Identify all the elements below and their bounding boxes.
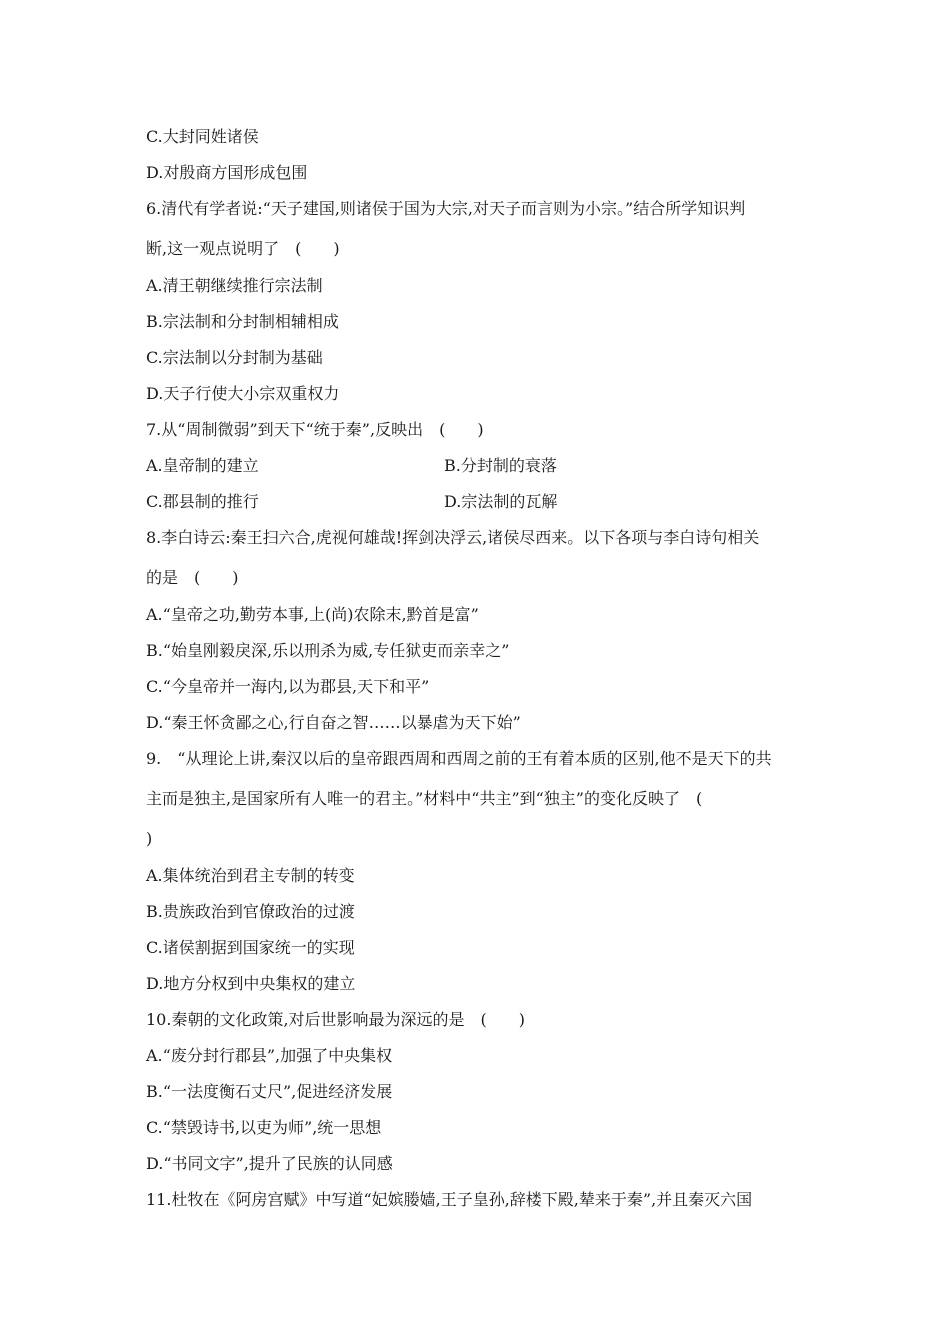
question-9-line-3: ) <box>146 829 153 848</box>
question-8-line-1: 8.李白诗云:秦王扫六合,虎视何雄哉!挥剑决浮云,诸侯尽西来。以下各项与李白诗句相关 <box>146 528 760 547</box>
option-6b: B.宗法制和分封制相辅相成 <box>146 312 339 331</box>
option-8b: B.“始皇刚毅戾深,乐以刑杀为威,专任狱吏而亲幸之” <box>146 641 510 660</box>
question-10: 10.秦朝的文化政策,对后世影响最为深远的是 ( ) <box>146 1010 526 1029</box>
question-8-line-2: 的是 ( ) <box>146 568 239 587</box>
option-10a: A.“废分封行郡县”,加强了中央集权 <box>146 1046 393 1065</box>
question-11-line-1: 11.杜牧在《阿房宫赋》中写道“妃嫔媵嫱,王子皇孙,辞楼下殿,辇来于秦”,并且秦灭六国 <box>146 1190 753 1209</box>
question-6-line-2: 断,这一观点说明了 ( ) <box>146 239 340 258</box>
question-9-line-1: 9. “从理论上讲,秦汉以后的皇帝跟西周和西周之前的王有着本质的区别,他不是天下的共 <box>146 749 772 768</box>
option-8d: D.“秦王怀贪鄙之心,行自奋之智……以暴虐为天下始” <box>146 713 521 732</box>
option-7d: D.宗法制的瓦解 <box>444 492 558 511</box>
option-8a: A.“皇帝之功,勤劳本事,上(尚)农除末,黔首是富” <box>146 605 479 624</box>
option-5c: C.大封同姓诸侯 <box>146 127 259 146</box>
option-9b: B.贵族政治到官僚政治的过渡 <box>146 902 355 921</box>
option-9a: A.集体统治到君主专制的转变 <box>146 866 355 885</box>
question-6-line-1: 6.清代有学者说:“天子建国,则诸侯于国为大宗,对天子而言则为小宗。”结合所学知识判 <box>146 199 746 218</box>
option-5d: D.对殷商方国形成包围 <box>146 163 308 182</box>
option-6d: D.天子行使大小宗双重权力 <box>146 384 340 403</box>
option-6a: A.清王朝继续推行宗法制 <box>146 276 323 295</box>
option-10d: D.“书同文字”,提升了民族的认同感 <box>146 1154 393 1173</box>
option-8c: C.“今皇帝并一海内,以为郡县,天下和平” <box>146 677 430 696</box>
option-10b: B.“一法度衡石丈尺”,促进经济发展 <box>146 1082 393 1101</box>
option-9c: C.诸侯割据到国家统一的实现 <box>146 938 355 957</box>
option-7a: A.皇帝制的建立 <box>146 456 259 475</box>
option-6c: C.宗法制以分封制为基础 <box>146 348 323 367</box>
option-7c: C.郡县制的推行 <box>146 492 259 511</box>
option-7b: B.分封制的衰落 <box>444 456 557 475</box>
option-9d: D.地方分权到中央集权的建立 <box>146 974 356 993</box>
option-10c: C.“禁毁诗书,以吏为师”,统一思想 <box>146 1118 382 1137</box>
question-7: 7.从“周制微弱”到天下“统于秦”,反映出 ( ) <box>146 420 484 439</box>
question-9-line-2: 主而是独主,是国家所有人唯一的君主。”材料中“共主”到“独主”的变化反映了 ( <box>146 789 703 808</box>
